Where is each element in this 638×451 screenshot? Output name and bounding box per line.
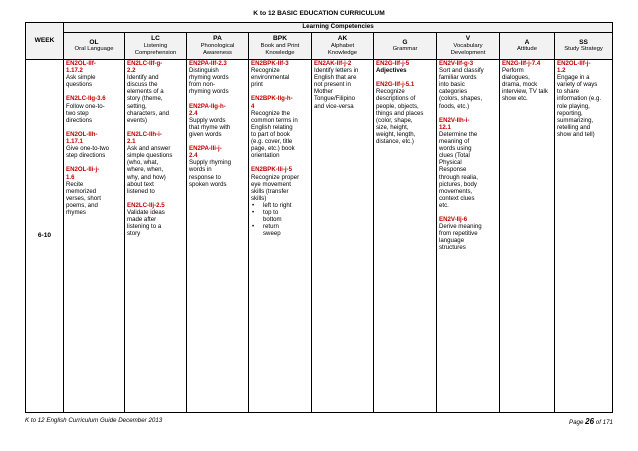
competency-text: structures [439, 244, 466, 252]
competency-code: EN2OL-IIf- [66, 60, 96, 67]
competency-text: elements of a [127, 88, 164, 96]
column-name: Oral Language [74, 46, 114, 53]
competency-code: 1.6 [66, 173, 75, 181]
bullet-item [251, 202, 309, 209]
competency-text: Recognize [376, 88, 405, 96]
competency-text: rhyming words [189, 88, 229, 96]
competency-text: (e.g. cover, title [251, 138, 293, 146]
competency-text: foods, etc.) [439, 102, 470, 110]
competency-text: step directions [66, 152, 106, 160]
competency-text: familiar words [439, 74, 477, 82]
competency-text: where, when, [127, 166, 164, 174]
competency-text: story (theme, [127, 95, 163, 103]
competency-code: 1.17.1 [66, 138, 83, 146]
column-name: Alphabet [330, 42, 355, 49]
bullet-icon: • [252, 208, 255, 216]
competency-text: response to [189, 173, 221, 181]
bullet-icon: • [252, 201, 255, 209]
competency-code: EN2G-IIf-j-7.4 [502, 60, 541, 67]
cell-listening-comprehension [125, 60, 187, 413]
competency-text: Give one-to-two [66, 145, 110, 153]
competency-text: (color, shape, [376, 116, 413, 124]
competency-text: simple questions [127, 152, 173, 160]
competency-text: descriptions of [376, 95, 416, 103]
competency-text: eye movement [251, 180, 291, 188]
cell-grammar [374, 60, 437, 413]
competency-text: about text [127, 180, 154, 188]
page-current: 26 [585, 417, 595, 426]
column-header-g [374, 33, 437, 60]
competency-text: Recognize the [251, 109, 290, 117]
column-header-ak [312, 33, 374, 60]
column-header-ol [64, 33, 125, 60]
competency-code: 2.4 [189, 109, 198, 117]
page-title: K to 12 BASIC EDUCATION CURRICULUM [253, 10, 385, 17]
competency-code: EN2LC-IIf-g- [127, 60, 163, 67]
column-header-pa [187, 33, 249, 60]
competency-text: Identify and [127, 74, 159, 82]
competency-code: EN2V-IIj-6 [439, 216, 468, 224]
competency-text: rhyming words [189, 74, 229, 82]
competency-text: environmental [251, 74, 290, 82]
bullet-item [251, 209, 309, 216]
competency-code: EN2PA-IIg-h- [189, 102, 226, 110]
competency-text: Response [439, 166, 467, 174]
column-name: Attitude [517, 46, 537, 53]
competency-text: movements, [439, 187, 473, 195]
competency-code: EN2PA-IIf-2.3 [189, 60, 227, 67]
column-name: Awareness [202, 49, 233, 56]
competency-text: English relating [251, 123, 293, 131]
column-name: Development [450, 49, 486, 56]
competency-text: from non- [189, 81, 216, 89]
bullet-text: top to [263, 208, 279, 216]
competency-text: dialogues, [502, 74, 530, 82]
cell-oral-language [64, 60, 125, 413]
competency-code: EN2OL-IIh- [66, 130, 98, 138]
competency-text: Ask and answer [127, 145, 171, 153]
competency-text: words in [189, 166, 212, 174]
competency-text: categories [439, 88, 468, 96]
competency-code: 1.2 [557, 67, 566, 75]
competency-code: EN2V-IIh-i- [439, 116, 470, 124]
competency-text: variety of ways [557, 81, 598, 89]
cell-phonological-awareness [187, 60, 249, 413]
competency-text: listening to a [127, 223, 162, 231]
column-code: AK [337, 35, 348, 43]
competency-code: EN2AK-IIf-j-2 [314, 60, 352, 67]
column-code: PA [213, 35, 222, 43]
competency-code: EN2LC-IIg-3.6 [66, 95, 106, 103]
cell-study-strategy [555, 60, 613, 413]
competency-text: show and tell) [557, 130, 595, 138]
competency-topic: Adjectives [376, 67, 407, 75]
week-cell: 6-10 [26, 60, 64, 413]
bullet-icon: • [252, 223, 255, 231]
competency-code: EN2BPK-IIf-3 [251, 60, 289, 67]
competency-text: Derive meaning [439, 223, 482, 231]
competency-code: EN2OL-IIi-j- [66, 166, 100, 174]
competency-code: EN2G-IIf-j-5 [376, 60, 410, 67]
competency-code: 1.17.2 [66, 67, 83, 75]
bullet-text: sweep [263, 230, 281, 238]
cell-alphabet-knowledge [312, 60, 374, 413]
competency-text: size, height, [376, 123, 409, 131]
competency-text: Follow one-to- [66, 102, 105, 110]
column-header-a [500, 33, 555, 60]
column-name: Phonological [200, 42, 235, 49]
competency-text: reporting, [557, 109, 583, 117]
competency-text: people, objects, [376, 102, 419, 110]
competency-code: EN2LC-IIh-i- [127, 130, 162, 138]
competency-text: pictures, body [439, 180, 477, 188]
column-name: Grammar [392, 46, 418, 53]
competency-code: 12.1 [439, 123, 451, 131]
competency-text: interview, TV talk [502, 88, 548, 96]
competency-text: language [439, 237, 465, 245]
competency-code: 4 [251, 102, 255, 110]
competency-text: into basic [439, 81, 465, 89]
competency-text: questions [66, 81, 93, 89]
competency-text: etc. [439, 201, 449, 209]
competency-code: 2.2 [127, 67, 136, 75]
competency-text: meaning of [439, 138, 470, 146]
competency-text: (who, what, [127, 159, 159, 167]
competency-text: made after [127, 216, 157, 224]
competency-text: setting, [127, 102, 147, 110]
competency-text: to share [557, 88, 580, 96]
competency-text: Identify letters in [314, 67, 359, 75]
competency-text: Supply rhyming [189, 159, 231, 167]
competency-text: Engage in a [557, 74, 590, 82]
competency-text: given words [189, 130, 222, 138]
competency-text: Physical [439, 159, 462, 167]
competency-text: through realia, [439, 173, 478, 181]
column-code: LC [151, 35, 160, 43]
competency-text: information (e.g. [557, 95, 602, 103]
competency-text: summarizing, [557, 116, 594, 124]
competency-code: EN2V-IIf-g-3 [439, 60, 474, 67]
competency-text: spoken words [189, 180, 227, 188]
competency-text: directions [66, 116, 93, 124]
competency-text: skills (transfer [251, 187, 289, 195]
column-name: Comprehension [134, 49, 177, 56]
competency-text: Determine the [439, 130, 478, 138]
bullet-text: return [263, 223, 279, 231]
column-name: Listening [143, 42, 168, 49]
competency-text: role playing, [557, 102, 590, 110]
bullet-item [251, 230, 309, 237]
bullet-item [251, 216, 309, 223]
bullet-text: bottom [263, 216, 282, 224]
competency-text: Recognize proper [251, 173, 300, 181]
competency-text: Distinguish [189, 67, 219, 75]
competency-text: Supply words [189, 116, 226, 124]
column-name: Knowledge [265, 49, 295, 56]
competency-text: words using [439, 145, 472, 153]
competency-text: distance, etc.) [376, 138, 414, 146]
column-code: G [402, 38, 408, 46]
competency-text: memorized [66, 187, 97, 195]
column-code: A [524, 38, 530, 46]
competency-code: EN2G-IIf-j-5.1 [376, 81, 415, 89]
competency-text: Validate ideas [127, 208, 165, 216]
competency-code: EN2OL-IIf-j- [557, 60, 591, 67]
competency-code: EN2LC-IIj-2.5 [127, 201, 165, 209]
bullet-item [251, 223, 309, 230]
competency-text: clues (Total [439, 152, 470, 160]
competency-text: characters, and [127, 109, 170, 117]
competency-text: that rhyme with [189, 123, 231, 131]
competency-text: retelling and [557, 123, 591, 131]
curriculum-table [25, 22, 613, 413]
footer-document-title: K to 12 English Curriculum Guide December 2013 [25, 417, 163, 424]
competency-text: Recognize [251, 67, 280, 75]
cell-attitude [500, 60, 555, 413]
competency-text: print [251, 81, 263, 89]
competency-code: EN2BPK-IIi-j-5 [251, 166, 292, 174]
competency-text: drama, mock [502, 81, 538, 89]
bullet-text: left to right [263, 201, 292, 209]
column-code: SS [579, 38, 588, 46]
column-name: Study Strategy [564, 46, 603, 53]
column-header-lc [125, 33, 187, 60]
cell-book-print-knowledge [249, 60, 312, 413]
competency-text: orientation [251, 152, 280, 160]
column-name: Vocabulary [453, 42, 483, 49]
competency-text: not present in [314, 81, 351, 89]
competency-text: weight, length, [376, 130, 416, 138]
competency-text: Sort and classify [439, 67, 484, 75]
page-suffix: of 171 [595, 419, 613, 426]
competency-text: two step [66, 109, 89, 117]
competency-text: and vice-versa [314, 102, 354, 110]
competency-text: from repetitive [439, 230, 478, 238]
column-name: Book and Print [260, 42, 300, 49]
competency-text: story [127, 230, 141, 238]
competency-text: poems, and [66, 201, 98, 209]
competency-text: context clues [439, 194, 475, 202]
competency-text: why, and how) [127, 173, 166, 181]
column-header-bpk [249, 33, 312, 60]
competency-text: (colors, shapes, [439, 95, 483, 103]
column-code: BPK [273, 35, 287, 43]
competency-text: things and places [376, 109, 424, 117]
competency-text: Perform [502, 67, 524, 75]
competency-code: 2.1 [127, 138, 136, 146]
competency-text: Mother [314, 88, 333, 96]
column-name: Knowledge [327, 49, 358, 56]
competency-text: rhymes [66, 208, 86, 216]
competency-text: Tongue/Filipino [314, 95, 355, 103]
competency-text: common terms in [251, 116, 298, 124]
competency-text: listened to [127, 187, 155, 195]
competency-code: EN2PA-IIi-j- [189, 145, 222, 153]
competency-text: English that are [314, 74, 357, 82]
column-header-v [437, 33, 500, 60]
footer-page-number [569, 417, 613, 426]
learning-competencies-header: Learning Competencies [64, 23, 613, 33]
column-code: V [465, 35, 471, 43]
competency-code: 2.4 [189, 152, 198, 160]
week-header: WEEK [26, 23, 64, 60]
page-prefix: Page [568, 419, 584, 426]
competency-text: verses, short [66, 194, 101, 202]
competency-text: to part of book [251, 130, 290, 138]
competency-text: page, etc.) book [251, 145, 295, 153]
competency-text: Ask simple [66, 74, 96, 82]
cell-vocabulary-development [437, 60, 500, 413]
column-code: OL [89, 38, 99, 46]
competency-text: show etc. [502, 95, 528, 103]
competency-text: events) [127, 116, 147, 124]
competency-text: discuss the [127, 81, 158, 89]
competency-code: EN2BPK-IIg-h- [251, 95, 293, 103]
competency-text: Recite [66, 180, 84, 188]
column-header-ss [555, 33, 613, 60]
competency-text: skills) [251, 194, 267, 202]
